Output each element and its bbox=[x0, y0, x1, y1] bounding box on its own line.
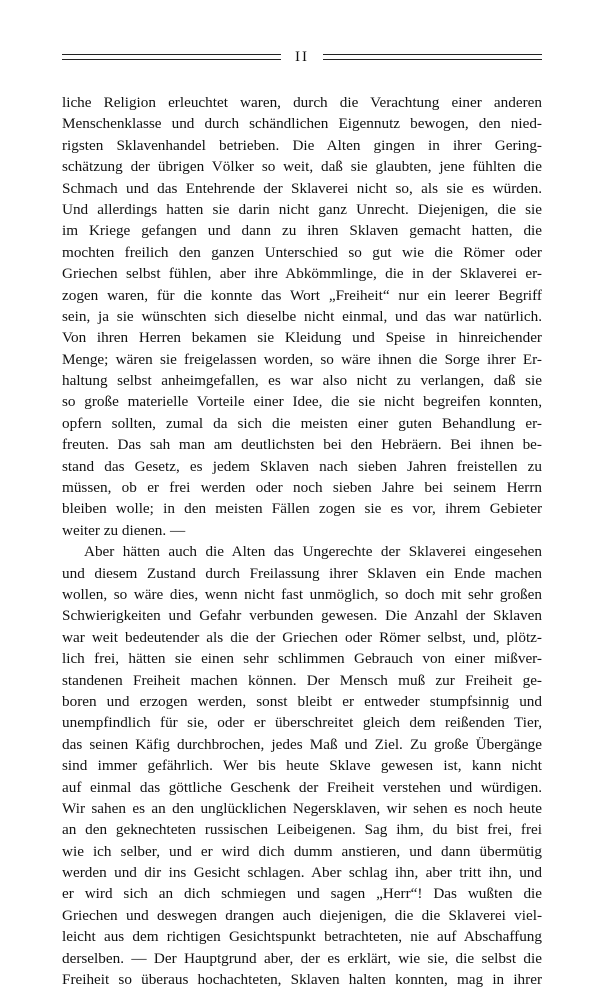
page-header bbox=[62, 48, 542, 66]
text-line: Menge; wären sie freigelassen worden, so wäre ihnen die Sorge ihrer Er- bbox=[62, 350, 542, 368]
header-rule-left bbox=[62, 54, 281, 60]
text-line: haltung selbst anheimgefallen, es war also nicht zu verlangen, daß sie bbox=[62, 372, 542, 390]
text-line: werden und dir ins Gesicht schlagen. Aber schlag ihn, aber tritt ihn, und bbox=[62, 864, 542, 882]
text-line: rigsten Sklavenhandel betrieben. Die Alten gingen in ihrer Gering- bbox=[62, 136, 542, 154]
paragraph bbox=[62, 541, 542, 990]
text-line: stand das Gesetz, es jedem Sklaven nach sieben Jahren freistellen zu bbox=[62, 457, 542, 475]
text-line: zogen waren, für die konnte das Wort „Freiheit“ nur ein leerer Begriff bbox=[62, 286, 542, 304]
text-line: Griechen und deswegen drangen auch diejenigen, die die Sklaverei viel- bbox=[62, 906, 542, 924]
text-line: Schmach und das Entehrende der Sklaverei nicht so, als sie es würden. bbox=[62, 179, 542, 197]
text-line: Menschenklasse und durch schändlichen Eigennutz bewogen, den nied- bbox=[62, 115, 542, 133]
text-line: leicht aus dem richtigen Gesichtspunkt betrachteten, nie auf Abschaffung bbox=[62, 928, 542, 946]
text-line: Aber hätten auch die Alten das Ungerechte der Sklaverei eingesehen bbox=[84, 543, 542, 561]
header-rule-right bbox=[323, 54, 542, 60]
text-line: war weit bedeutender als die der Griechen oder Römer selbst, und, plötz- bbox=[62, 628, 542, 646]
text-line: unempfindlich für sie, oder er überschreitet gleich dem reißenden Tier, bbox=[62, 714, 542, 732]
text-line: Wir sahen es an den unglücklichen Negersklaven, wir sehen es noch heute bbox=[62, 799, 542, 817]
text-line: an den geknechteten russischen Leibeigenen. Sag ihm, du bist frei, frei bbox=[62, 821, 542, 839]
text-line: boren und erzogen werden, sonst bleibt er entweder stumpfsinnig und bbox=[62, 692, 542, 710]
text-line: opfern sollten, zumal da sich die meisten einer guten Behandlung er- bbox=[62, 414, 542, 432]
text-line: lich frei, hätten sie einen sehr schlimmen Gebrauch von einer mißver- bbox=[62, 650, 542, 668]
text-line: Freiheit so überaus hochachteten, Sklaven halten konnten, mag in ihrer bbox=[62, 971, 542, 989]
text-line: Schwierigkeiten und Gefahr verbunden gewesen. Die Anzahl der Sklaven bbox=[62, 607, 542, 625]
text-line: standenen Freiheit machen können. Der Mensch muß zur Freiheit ge- bbox=[62, 671, 542, 689]
book-page bbox=[62, 48, 542, 990]
text-line: freuten. Das sah man am deutlichsten bei den Hebräern. Bei ihnen be- bbox=[62, 436, 542, 454]
text-line: im Kriege gefangen und dann zu ihren Sklaven gemacht hatten, die bbox=[62, 222, 542, 240]
text-line: Und allerdings hatten sie darin nicht ganz Unrecht. Diejenigen, die sie bbox=[62, 200, 542, 218]
body-text bbox=[62, 92, 542, 990]
text-line: das seinen Käfig durchbrochen, jedes Maß und Ziel. Zu große Übergänge bbox=[62, 735, 542, 753]
text-line: weiter zu dienen. — bbox=[62, 521, 186, 539]
text-line: Griechen selbst fühlen, aber ihre Abkömmlinge, die in der Sklaverei er- bbox=[62, 265, 542, 283]
text-line: liche Religion erleuchtet waren, durch die Verachtung einer anderen bbox=[62, 94, 542, 111]
text-line: wie ich selber, und er wird dich dumm anstieren, und dann übermütig bbox=[62, 842, 542, 860]
paragraph bbox=[62, 92, 542, 541]
text-line: mochten freilich den ganzen Unterschied so gut wie die Römer oder bbox=[62, 243, 542, 261]
text-line: derselben. — Der Hauptgrund aber, der es erklärt, wie sie, die selbst die bbox=[62, 949, 542, 967]
text-line: wollen, so wäre dies, wenn nicht fast unmöglich, so doch mit sehr großen bbox=[62, 585, 542, 603]
text-line: und diesem Zustand durch Freilassung ihrer Sklaven ein Ende machen bbox=[62, 564, 542, 582]
text-line: schätzung der übrigen Völker so weit, daß sie glaubten, jene fühlten die bbox=[62, 158, 542, 176]
text-line: er wird sich an dich schmiegen und sagen „Herr“! Das wußten die bbox=[62, 885, 542, 903]
page-number: II bbox=[295, 49, 309, 65]
text-line: sein, ja sie wünschten sich dieselbe nicht einmal, und das war natürlich. bbox=[62, 307, 542, 325]
text-line: müssen, ob er frei werden oder noch sieben Jahre bei seinem Herrn bbox=[62, 479, 542, 497]
text-line: auf einmal das göttliche Geschenk der Freiheit verstehen und würdigen. bbox=[62, 778, 542, 796]
text-line: so große materielle Vorteile einer Idee, die sie nicht begreifen konnten, bbox=[62, 393, 542, 411]
text-line: bleiben wolle; in den meisten Fällen zogen sie es vor, ihrem Gebieter bbox=[62, 500, 542, 518]
text-line: sind immer gefährlich. Wer bis heute Sklave gewesen ist, kann nicht bbox=[62, 757, 542, 775]
text-line: Von ihren Herren bekamen sie Kleidung und Speise in hinreichender bbox=[62, 329, 542, 347]
